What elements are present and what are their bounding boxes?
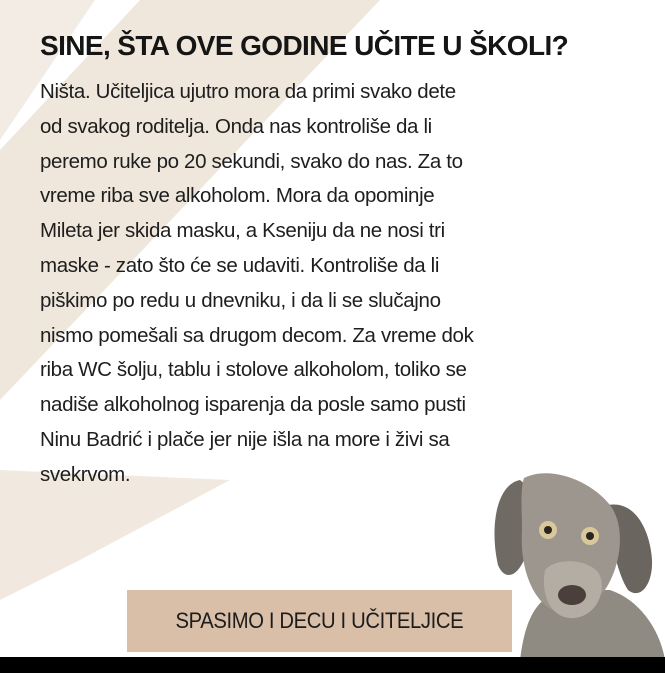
story-line: Ninu Badrić i plače jer nije išla na more i živi sa: [40, 427, 450, 451]
story-line: nismo pomešali sa drugom decom. Za vreme dok: [40, 323, 474, 347]
story-text: [40, 75, 560, 493]
story-line: Mileta jer skida masku, a Kseniju da ne nosi tri: [40, 219, 445, 243]
story-line: peremo ruke po 20 sekundi, svako do nas. Za to: [40, 149, 463, 173]
slogan-label: SPASIMO I DECU I UČITELJICE: [175, 608, 464, 633]
dog-photo-icon: [490, 460, 665, 660]
bottom-black-bar: [0, 657, 665, 673]
story-line: riba WC šolju, tablu i stolove alkoholom, toliko se: [40, 358, 467, 382]
story-line: od svakog roditelja. Onda nas kontroliše da li: [40, 114, 432, 138]
headline: SINE, ŠTA OVE GODINE UČITE U ŠKOLI?: [40, 30, 569, 61]
story-line: svekrvom.: [40, 462, 131, 486]
story-line: vreme riba sve alkoholom. Mora da opominje: [40, 184, 435, 208]
story-line: nadiše alkoholnog isparenja da posle samo pusti: [40, 393, 466, 417]
story-line: Ništa. Učiteljica ujutro mora da primi svako dete: [40, 80, 456, 103]
story-line: maske - zato što će se udaviti. Kontroliše da li: [40, 253, 440, 277]
story-line: piškimo po redu u dnevniku, i da li se slučajno: [40, 288, 441, 312]
slogan-banner: [127, 590, 512, 652]
